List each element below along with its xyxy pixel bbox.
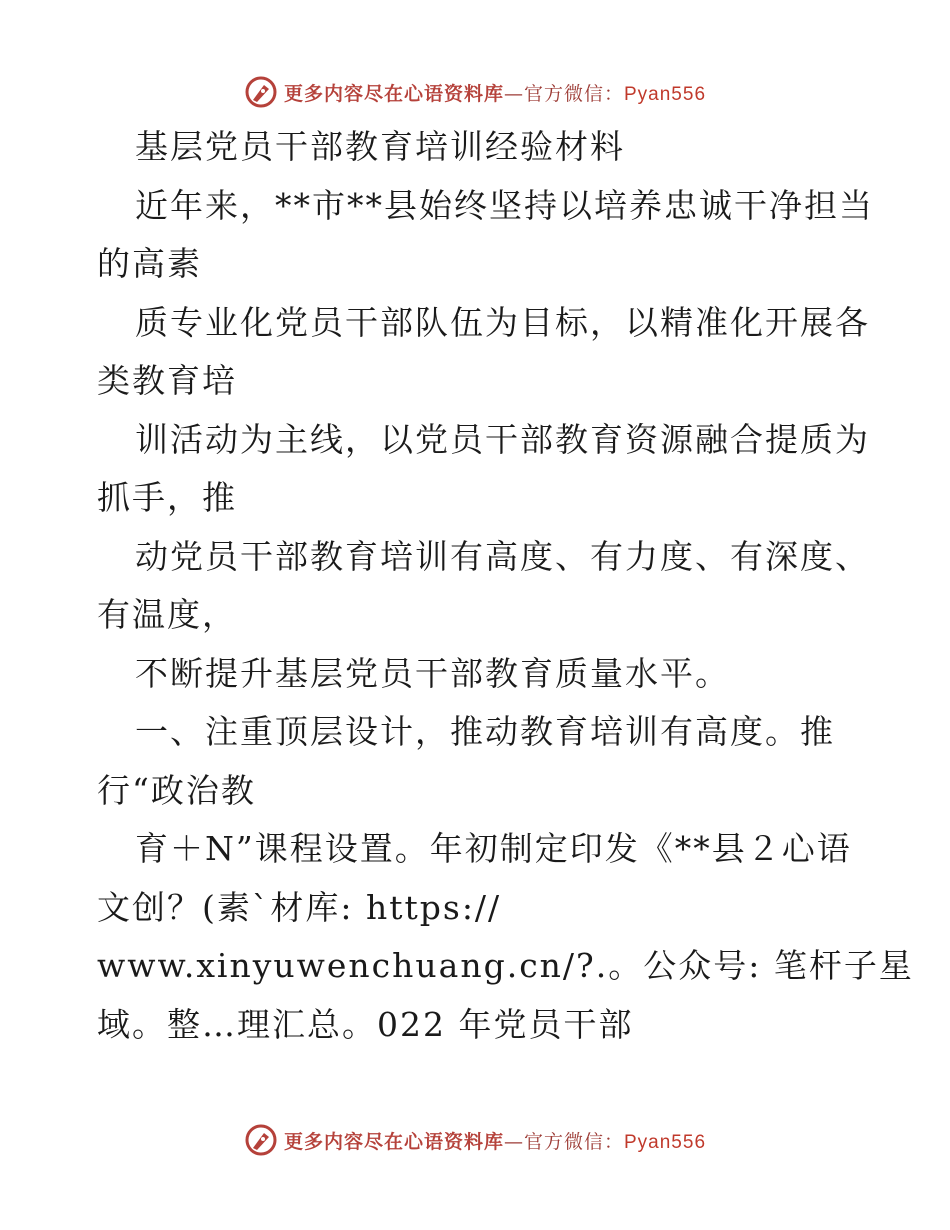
banner-wechat-label: —官方微信：	[503, 1130, 624, 1153]
section-heading-line: 一、注重顶层设计，推动教育培训有高度。推	[135, 712, 835, 751]
paragraph-line: 抓手，推	[97, 478, 237, 517]
paragraph-line: 类教育培	[97, 361, 237, 400]
paragraph-line: 文创？(素`材库: https://	[97, 887, 502, 927]
footer-banner	[0, 1118, 950, 1162]
banner-text	[284, 1127, 706, 1154]
paragraph-line: 育＋N”课程设置。年初制定印发《**县２心语	[135, 829, 852, 868]
pen-nib-logo-icon	[244, 75, 278, 109]
paragraph-line: 域。整…理汇总。022 年党员干部	[97, 1004, 634, 1044]
banner-wechat-label: —官方微信：	[503, 82, 624, 105]
paragraph-line: 行“政治教	[97, 770, 256, 810]
banner-text	[284, 79, 706, 106]
document-title: 基层党员干部教育培训经验材料	[135, 127, 625, 166]
document-body	[97, 118, 914, 1054]
header-banner	[0, 70, 950, 114]
paragraph-line: 有温度，	[97, 595, 237, 634]
paragraph-line: 近年来，**市**县始终坚持以培养忠诚干净担当	[135, 185, 874, 225]
banner-site-name: 更多内容尽在心语资料库	[283, 82, 504, 105]
paragraph-line: 动党员干部教育培训有高度、有力度、有深度、	[135, 536, 870, 576]
paragraph-line: www.xinyuwenchuang.cn/?.。公众号: 笔杆子星	[97, 946, 914, 985]
paragraph-line: 不断提升基层党员干部教育质量水平。	[135, 653, 730, 693]
banner-wechat-id: Pyan556	[624, 1131, 707, 1153]
banner-wechat-id: Pyan556	[624, 83, 707, 105]
pen-nib-logo-icon	[244, 1123, 278, 1157]
paragraph-line: 训活动为主线，以党员干部教育资源融合提质为	[135, 419, 870, 459]
paragraph-line: 的高素	[97, 244, 202, 283]
paragraph-line: 质专业化党员干部队伍为目标，以精准化开展各	[135, 302, 870, 342]
banner-site-name: 更多内容尽在心语资料库	[283, 1130, 504, 1153]
